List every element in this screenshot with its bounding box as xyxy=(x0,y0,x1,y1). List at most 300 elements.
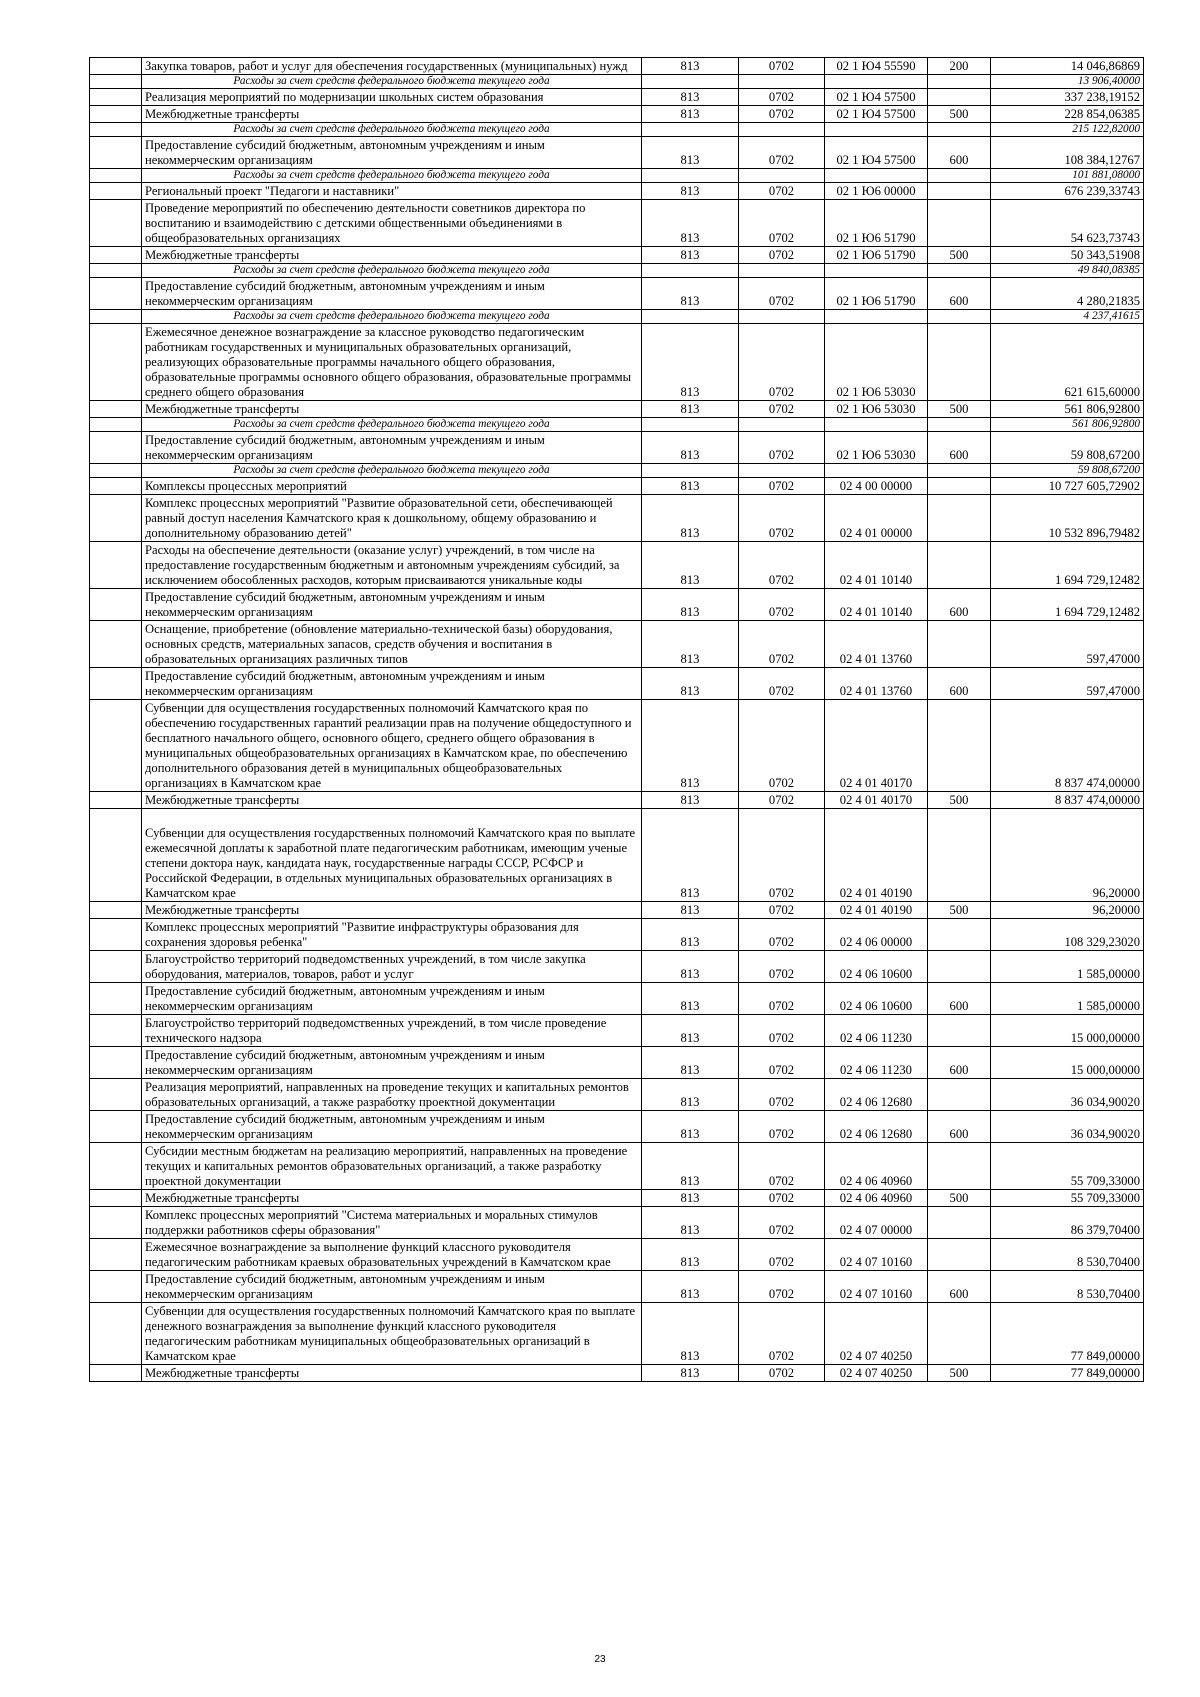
table-row xyxy=(90,542,1144,589)
row-description: Расходы за счет средств федерального бюджета текущего года xyxy=(142,75,642,89)
row-expense-type xyxy=(928,1207,991,1239)
row-target-article: 02 4 06 40960 xyxy=(825,1190,928,1207)
row-section-code: 0702 xyxy=(739,919,825,951)
row-index-cell xyxy=(90,264,142,278)
row-ved-code: 813 xyxy=(642,432,739,464)
row-description: Закупка товаров, работ и услуг для обеспечения государственных (муниципальных) нужд xyxy=(142,58,642,75)
row-amount: 15 000,00000 xyxy=(991,1047,1144,1079)
row-expense-type xyxy=(928,264,991,278)
row-amount: 50 343,51908 xyxy=(991,247,1144,264)
row-amount: 8 837 474,00000 xyxy=(991,700,1144,792)
row-section-code: 0702 xyxy=(739,58,825,75)
row-ved-code: 813 xyxy=(642,919,739,951)
table-row xyxy=(90,792,1144,809)
row-description: Комплекс процессных мероприятий "Развитие образовательной сети, обеспечивающей равный доступ населения Камчатского края к дошкольному, общему образованию и дополнительному образованию детей" xyxy=(142,495,642,542)
row-expense-type xyxy=(928,183,991,200)
row-amount: 4 280,21835 xyxy=(991,278,1144,310)
table-row xyxy=(90,495,1144,542)
row-target-article: 02 4 06 12680 xyxy=(825,1111,928,1143)
row-description: Ежемесячное денежное вознаграждение за классное руководство педагогическим работникам государственных и муниципальных образовательных организаций, реализующих образовательные программы начального общего образования, образовательные программы основного общего образования, образовательные программы среднего общего образования xyxy=(142,324,642,401)
row-target-article: 02 4 06 00000 xyxy=(825,919,928,951)
budget-table xyxy=(89,57,1144,1382)
table-row xyxy=(90,919,1144,951)
row-ved-code: 813 xyxy=(642,324,739,401)
row-amount: 77 849,00000 xyxy=(991,1303,1144,1365)
row-section-code: 0702 xyxy=(739,1047,825,1079)
row-expense-type xyxy=(928,464,991,478)
row-description: Предоставление субсидий бюджетным, автономным учреждениям и иным некоммерческим организациям xyxy=(142,278,642,310)
row-ved-code xyxy=(642,75,739,89)
row-expense-type: 200 xyxy=(928,58,991,75)
row-index-cell xyxy=(90,106,142,123)
row-target-article xyxy=(825,310,928,324)
row-description: Межбюджетные трансферты xyxy=(142,247,642,264)
row-index-cell xyxy=(90,919,142,951)
row-target-article: 02 1 Ю6 51790 xyxy=(825,247,928,264)
row-description: Расходы за счет средств федерального бюджета текущего года xyxy=(142,123,642,137)
row-amount: 676 239,33743 xyxy=(991,183,1144,200)
row-index-cell xyxy=(90,1111,142,1143)
row-expense-type xyxy=(928,1239,991,1271)
table-row xyxy=(90,401,1144,418)
row-ved-code: 813 xyxy=(642,478,739,495)
row-amount: 13 906,40000 xyxy=(991,75,1144,89)
page-number: 23 xyxy=(594,1654,606,1665)
row-expense-type xyxy=(928,169,991,183)
row-ved-code: 813 xyxy=(642,1239,739,1271)
row-ved-code xyxy=(642,169,739,183)
row-expense-type xyxy=(928,123,991,137)
row-amount: 96,20000 xyxy=(991,902,1144,919)
row-expense-type: 600 xyxy=(928,432,991,464)
row-amount: 86 379,70400 xyxy=(991,1207,1144,1239)
row-amount: 228 854,06385 xyxy=(991,106,1144,123)
table-row xyxy=(90,668,1144,700)
row-ved-code: 813 xyxy=(642,1303,739,1365)
row-amount: 59 808,67200 xyxy=(991,464,1144,478)
row-section-code: 0702 xyxy=(739,247,825,264)
row-section-code: 0702 xyxy=(739,183,825,200)
row-index-cell xyxy=(90,123,142,137)
row-index-cell xyxy=(90,278,142,310)
row-target-article: 02 4 06 10600 xyxy=(825,951,928,983)
row-expense-type xyxy=(928,324,991,401)
row-section-code: 0702 xyxy=(739,401,825,418)
row-target-article: 02 1 Ю4 57500 xyxy=(825,106,928,123)
row-amount: 1 585,00000 xyxy=(991,983,1144,1015)
row-expense-type: 500 xyxy=(928,247,991,264)
row-section-code: 0702 xyxy=(739,983,825,1015)
row-amount: 10 532 896,79482 xyxy=(991,495,1144,542)
federal-funds-subrow xyxy=(90,123,1144,137)
row-ved-code: 813 xyxy=(642,1271,739,1303)
budget-table-body xyxy=(90,58,1144,1382)
row-expense-type: 600 xyxy=(928,1047,991,1079)
row-target-article xyxy=(825,75,928,89)
row-description: Предоставление субсидий бюджетным, автономным учреждениям и иным некоммерческим организациям xyxy=(142,1047,642,1079)
table-row xyxy=(90,278,1144,310)
row-section-code: 0702 xyxy=(739,495,825,542)
row-section-code: 0702 xyxy=(739,792,825,809)
table-row xyxy=(90,324,1144,401)
row-target-article xyxy=(825,264,928,278)
federal-funds-subrow xyxy=(90,464,1144,478)
row-amount: 1 585,00000 xyxy=(991,951,1144,983)
row-index-cell xyxy=(90,902,142,919)
row-index-cell xyxy=(90,983,142,1015)
row-ved-code: 813 xyxy=(642,1207,739,1239)
table-row xyxy=(90,1239,1144,1271)
row-target-article: 02 1 Ю4 57500 xyxy=(825,137,928,169)
row-ved-code: 813 xyxy=(642,542,739,589)
table-row xyxy=(90,1111,1144,1143)
row-amount: 77 849,00000 xyxy=(991,1365,1144,1382)
row-ved-code xyxy=(642,310,739,324)
row-target-article: 02 1 Ю6 00000 xyxy=(825,183,928,200)
table-row xyxy=(90,983,1144,1015)
row-section-code: 0702 xyxy=(739,1190,825,1207)
row-amount: 54 623,73743 xyxy=(991,200,1144,247)
row-section-code: 0702 xyxy=(739,1015,825,1047)
row-amount: 96,20000 xyxy=(991,809,1144,902)
row-ved-code: 813 xyxy=(642,589,739,621)
row-amount: 337 238,19152 xyxy=(991,89,1144,106)
table-row xyxy=(90,58,1144,75)
row-target-article: 02 1 Ю6 53030 xyxy=(825,432,928,464)
table-row xyxy=(90,1303,1144,1365)
row-amount: 14 046,86869 xyxy=(991,58,1144,75)
row-description: Региональный проект "Педагоги и наставники" xyxy=(142,183,642,200)
row-target-article: 02 4 01 40170 xyxy=(825,700,928,792)
row-expense-type xyxy=(928,1143,991,1190)
row-expense-type: 600 xyxy=(928,983,991,1015)
row-ved-code xyxy=(642,264,739,278)
row-expense-type: 600 xyxy=(928,137,991,169)
row-section-code: 0702 xyxy=(739,700,825,792)
row-index-cell xyxy=(90,183,142,200)
row-ved-code: 813 xyxy=(642,1143,739,1190)
row-description: Благоустройство территорий подведомственных учреждений, в том числе закупка оборудования, материалов, товаров, работ и услуг xyxy=(142,951,642,983)
row-description: Комплекс процессных мероприятий "Развитие инфраструктуры образования для сохранения здоровья ребенка" xyxy=(142,919,642,951)
row-index-cell xyxy=(90,1239,142,1271)
row-target-article: 02 4 07 40250 xyxy=(825,1365,928,1382)
row-description: Субсидии местным бюджетам на реализацию мероприятий, направленных на проведение текущих и капитальных ремонтов образовательных организаций, а также разработку проектной документации xyxy=(142,1143,642,1190)
row-target-article: 02 1 Ю6 53030 xyxy=(825,401,928,418)
table-row xyxy=(90,809,1144,902)
table-row xyxy=(90,589,1144,621)
row-section-code: 0702 xyxy=(739,106,825,123)
row-index-cell xyxy=(90,951,142,983)
row-ved-code: 813 xyxy=(642,200,739,247)
row-description: Межбюджетные трансферты xyxy=(142,792,642,809)
row-target-article: 02 4 06 11230 xyxy=(825,1047,928,1079)
row-expense-type: 500 xyxy=(928,902,991,919)
row-amount: 8 530,70400 xyxy=(991,1239,1144,1271)
row-expense-type: 500 xyxy=(928,792,991,809)
row-amount: 621 615,60000 xyxy=(991,324,1144,401)
table-row xyxy=(90,247,1144,264)
row-expense-type xyxy=(928,89,991,106)
row-expense-type xyxy=(928,919,991,951)
row-section-code: 0702 xyxy=(739,1303,825,1365)
row-ved-code: 813 xyxy=(642,401,739,418)
row-ved-code: 813 xyxy=(642,106,739,123)
row-expense-type: 600 xyxy=(928,668,991,700)
row-description: Предоставление субсидий бюджетным, автономным учреждениям и иным некоммерческим организациям xyxy=(142,589,642,621)
table-row xyxy=(90,1207,1144,1239)
row-section-code xyxy=(739,75,825,89)
row-index-cell xyxy=(90,89,142,106)
row-expense-type: 600 xyxy=(928,1271,991,1303)
row-description: Реализация мероприятий по модернизации школьных систем образования xyxy=(142,89,642,106)
row-index-cell xyxy=(90,495,142,542)
row-ved-code: 813 xyxy=(642,700,739,792)
row-description: Предоставление субсидий бюджетным, автономным учреждениям и иным некоммерческим организациям xyxy=(142,432,642,464)
row-expense-type xyxy=(928,1015,991,1047)
row-description: Предоставление субсидий бюджетным, автономным учреждениям и иным некоммерческим организациям xyxy=(142,983,642,1015)
row-expense-type xyxy=(928,951,991,983)
row-description: Расходы за счет средств федерального бюджета текущего года xyxy=(142,169,642,183)
table-row xyxy=(90,478,1144,495)
row-ved-code: 813 xyxy=(642,137,739,169)
row-expense-type xyxy=(928,621,991,668)
row-target-article: 02 4 06 12680 xyxy=(825,1079,928,1111)
row-index-cell xyxy=(90,137,142,169)
federal-funds-subrow xyxy=(90,310,1144,324)
row-section-code: 0702 xyxy=(739,324,825,401)
row-description: Предоставление субсидий бюджетным, автономным учреждениям и иным некоммерческим организациям xyxy=(142,1271,642,1303)
row-description: Расходы за счет средств федерального бюджета текущего года xyxy=(142,264,642,278)
row-target-article: 02 1 Ю6 51790 xyxy=(825,200,928,247)
row-amount: 561 806,92800 xyxy=(991,418,1144,432)
row-target-article: 02 4 01 00000 xyxy=(825,495,928,542)
federal-funds-subrow xyxy=(90,264,1144,278)
row-ved-code: 813 xyxy=(642,1365,739,1382)
row-index-cell xyxy=(90,1143,142,1190)
row-index-cell xyxy=(90,1303,142,1365)
row-section-code: 0702 xyxy=(739,902,825,919)
row-expense-type: 600 xyxy=(928,1111,991,1143)
row-description: Оснащение, приобретение (обновление материально-технической базы) оборудования, основных средств, материальных запасов, средств обучения и воспитания в образовательных организациях различных типов xyxy=(142,621,642,668)
row-amount: 597,47000 xyxy=(991,668,1144,700)
row-amount: 10 727 605,72902 xyxy=(991,478,1144,495)
row-ved-code: 813 xyxy=(642,951,739,983)
row-description: Расходы за счет средств федерального бюджета текущего года xyxy=(142,418,642,432)
row-target-article: 02 4 07 40250 xyxy=(825,1303,928,1365)
row-target-article: 02 4 07 10160 xyxy=(825,1239,928,1271)
row-ved-code: 813 xyxy=(642,621,739,668)
row-description: Реализация мероприятий, направленных на проведение текущих и капитальных ремонтов образовательных организаций, а также разработку проектной документации xyxy=(142,1079,642,1111)
table-row xyxy=(90,1015,1144,1047)
row-index-cell xyxy=(90,809,142,902)
row-target-article: 02 4 01 40170 xyxy=(825,792,928,809)
row-target-article: 02 4 01 10140 xyxy=(825,542,928,589)
row-description: Межбюджетные трансферты xyxy=(142,902,642,919)
row-ved-code: 813 xyxy=(642,1111,739,1143)
row-ved-code: 813 xyxy=(642,247,739,264)
row-ved-code: 813 xyxy=(642,1190,739,1207)
row-ved-code: 813 xyxy=(642,1079,739,1111)
row-section-code: 0702 xyxy=(739,951,825,983)
row-index-cell xyxy=(90,1015,142,1047)
row-expense-type xyxy=(928,478,991,495)
row-section-code xyxy=(739,464,825,478)
row-index-cell xyxy=(90,432,142,464)
row-description: Субвенции для осуществления государственных полномочий Камчатского края по выплате ежемесячной доплаты к заработной плате педагогическим работникам, имеющим ученые степени доктора наук, кандидата наук, государственные награды СССР, РСФСР и Российской Федерации, в отдельных муниципальных образовательных организациях в Камчатском крае xyxy=(142,809,642,902)
row-expense-type xyxy=(928,809,991,902)
row-target-article: 02 4 07 00000 xyxy=(825,1207,928,1239)
row-description: Расходы на обеспечение деятельности (оказание услуг) учреждений, в том числе на предоставление государственным бюджетным и автономным учреждениям субсидий, за исключением обособленных расходов, которым присваиваются уникальные коды xyxy=(142,542,642,589)
federal-funds-subrow xyxy=(90,418,1144,432)
row-expense-type xyxy=(928,1079,991,1111)
row-target-article xyxy=(825,169,928,183)
row-section-code: 0702 xyxy=(739,1079,825,1111)
row-section-code: 0702 xyxy=(739,137,825,169)
row-description: Межбюджетные трансферты xyxy=(142,401,642,418)
row-expense-type: 600 xyxy=(928,589,991,621)
row-target-article: 02 4 06 11230 xyxy=(825,1015,928,1047)
row-ved-code: 813 xyxy=(642,278,739,310)
row-description: Ежемесячное вознаграждение за выполнение функций классного руководителя педагогическим работникам краевых образовательных учреждений в Камчатском крае xyxy=(142,1239,642,1271)
table-row xyxy=(90,89,1144,106)
row-index-cell xyxy=(90,1047,142,1079)
row-expense-type xyxy=(928,495,991,542)
table-row xyxy=(90,432,1144,464)
row-target-article: 02 4 01 10140 xyxy=(825,589,928,621)
row-section-code: 0702 xyxy=(739,1239,825,1271)
row-index-cell xyxy=(90,700,142,792)
row-expense-type xyxy=(928,418,991,432)
row-amount: 55 709,33000 xyxy=(991,1143,1144,1190)
row-expense-type: 500 xyxy=(928,1365,991,1382)
row-expense-type: 500 xyxy=(928,1190,991,1207)
row-index-cell xyxy=(90,58,142,75)
row-section-code: 0702 xyxy=(739,542,825,589)
row-expense-type: 500 xyxy=(928,401,991,418)
row-target-article: 02 1 Ю6 53030 xyxy=(825,324,928,401)
row-index-cell xyxy=(90,464,142,478)
table-row xyxy=(90,700,1144,792)
row-section-code: 0702 xyxy=(739,1365,825,1382)
row-target-article: 02 1 Ю4 57500 xyxy=(825,89,928,106)
row-index-cell xyxy=(90,478,142,495)
row-expense-type xyxy=(928,75,991,89)
row-amount: 49 840,08385 xyxy=(991,264,1144,278)
row-expense-type xyxy=(928,700,991,792)
row-amount: 4 237,41615 xyxy=(991,310,1144,324)
row-amount: 215 122,82000 xyxy=(991,123,1144,137)
table-row xyxy=(90,137,1144,169)
table-row xyxy=(90,621,1144,668)
row-ved-code: 813 xyxy=(642,902,739,919)
row-section-code: 0702 xyxy=(739,89,825,106)
row-description: Предоставление субсидий бюджетным, автономным учреждениям и иным некоммерческим организациям xyxy=(142,668,642,700)
row-section-code xyxy=(739,310,825,324)
row-section-code xyxy=(739,123,825,137)
row-description: Межбюджетные трансферты xyxy=(142,1365,642,1382)
row-index-cell xyxy=(90,668,142,700)
row-description: Расходы за счет средств федерального бюджета текущего года xyxy=(142,310,642,324)
federal-funds-subrow xyxy=(90,169,1144,183)
federal-funds-subrow xyxy=(90,75,1144,89)
row-section-code xyxy=(739,418,825,432)
row-description: Предоставление субсидий бюджетным, автономным учреждениям и иным некоммерческим организациям xyxy=(142,1111,642,1143)
row-description: Субвенции для осуществления государственных полномочий Камчатского края по выплате денежного вознаграждения за выполнение функций классного руководителя педагогическим работникам муниципальных общеобразовательных организаций в Камчатском крае xyxy=(142,1303,642,1365)
row-section-code xyxy=(739,169,825,183)
row-amount: 8 837 474,00000 xyxy=(991,792,1144,809)
row-index-cell xyxy=(90,200,142,247)
row-target-article: 02 4 01 40190 xyxy=(825,902,928,919)
row-target-article: 02 4 01 40190 xyxy=(825,809,928,902)
row-section-code: 0702 xyxy=(739,278,825,310)
row-index-cell xyxy=(90,1271,142,1303)
row-index-cell xyxy=(90,792,142,809)
row-amount: 561 806,92800 xyxy=(991,401,1144,418)
row-section-code: 0702 xyxy=(739,621,825,668)
row-description: Межбюджетные трансферты xyxy=(142,1190,642,1207)
row-description: Комплексы процессных мероприятий xyxy=(142,478,642,495)
row-target-article: 02 4 01 13760 xyxy=(825,668,928,700)
row-expense-type: 500 xyxy=(928,106,991,123)
row-amount: 1 694 729,12482 xyxy=(991,542,1144,589)
table-row xyxy=(90,951,1144,983)
row-ved-code: 813 xyxy=(642,668,739,700)
table-row xyxy=(90,1365,1144,1382)
row-description: Расходы за счет средств федерального бюджета текущего года xyxy=(142,464,642,478)
row-amount: 1 694 729,12482 xyxy=(991,589,1144,621)
row-index-cell xyxy=(90,401,142,418)
row-index-cell xyxy=(90,1190,142,1207)
row-expense-type xyxy=(928,310,991,324)
row-section-code: 0702 xyxy=(739,1271,825,1303)
row-target-article: 02 4 00 00000 xyxy=(825,478,928,495)
row-section-code: 0702 xyxy=(739,1143,825,1190)
row-section-code xyxy=(739,264,825,278)
row-description: Межбюджетные трансферты xyxy=(142,106,642,123)
row-target-article: 02 1 Ю4 55590 xyxy=(825,58,928,75)
row-description: Предоставление субсидий бюджетным, автономным учреждениям и иным некоммерческим организациям xyxy=(142,137,642,169)
row-amount: 108 329,23020 xyxy=(991,919,1144,951)
row-index-cell xyxy=(90,1207,142,1239)
row-target-article xyxy=(825,464,928,478)
table-row xyxy=(90,1047,1144,1079)
row-target-article xyxy=(825,418,928,432)
row-amount: 36 034,90020 xyxy=(991,1079,1144,1111)
table-row xyxy=(90,183,1144,200)
row-index-cell xyxy=(90,1079,142,1111)
row-index-cell xyxy=(90,75,142,89)
row-expense-type xyxy=(928,542,991,589)
row-index-cell xyxy=(90,589,142,621)
row-ved-code: 813 xyxy=(642,792,739,809)
row-target-article: 02 1 Ю6 51790 xyxy=(825,278,928,310)
row-index-cell xyxy=(90,621,142,668)
row-expense-type xyxy=(928,200,991,247)
row-description: Комплекс процессных мероприятий "Система материальных и моральных стимулов поддержки работников сферы образования" xyxy=(142,1207,642,1239)
row-ved-code xyxy=(642,418,739,432)
row-section-code: 0702 xyxy=(739,589,825,621)
row-section-code: 0702 xyxy=(739,478,825,495)
row-ved-code: 813 xyxy=(642,495,739,542)
row-ved-code: 813 xyxy=(642,983,739,1015)
row-target-article: 02 4 07 10160 xyxy=(825,1271,928,1303)
row-description: Благоустройство территорий подведомственных учреждений, в том числе проведение технического надзора xyxy=(142,1015,642,1047)
row-amount: 597,47000 xyxy=(991,621,1144,668)
row-amount: 108 384,12767 xyxy=(991,137,1144,169)
row-ved-code: 813 xyxy=(642,89,739,106)
row-section-code: 0702 xyxy=(739,668,825,700)
table-row xyxy=(90,1079,1144,1111)
